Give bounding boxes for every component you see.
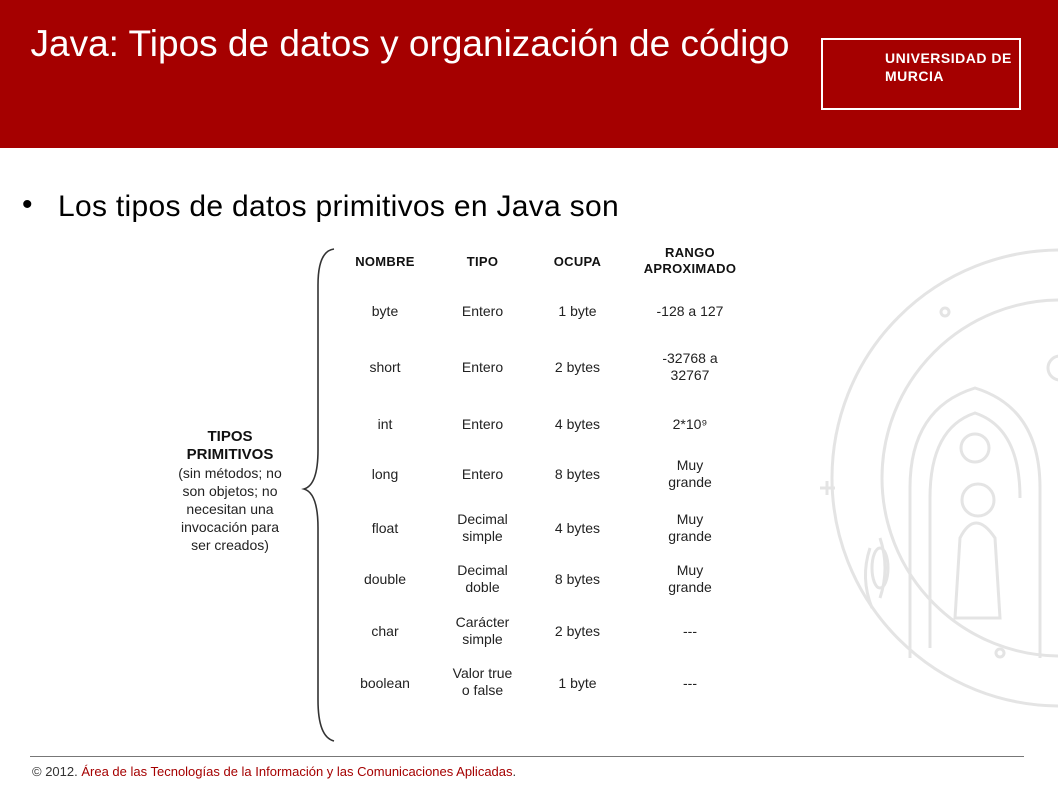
cell-rango-line: Muy bbox=[676, 457, 704, 473]
cell-rango-line: 32767 bbox=[670, 367, 710, 383]
cell-ocupa: 2 bytes bbox=[554, 359, 601, 375]
category-name-line-2: PRIMITIVOS bbox=[186, 446, 274, 463]
cell-rango: --- bbox=[683, 675, 697, 691]
slide-title: Java: Tipos de datos y organización de código bbox=[30, 23, 790, 64]
cell-tipo-line: Valor true bbox=[452, 665, 513, 681]
cell-rango: -128 a 127 bbox=[656, 303, 724, 319]
cell-rango bbox=[635, 562, 745, 596]
category-note-line: necesitan una bbox=[186, 501, 274, 517]
logo-line-1: UNIVERSIDAD DE bbox=[885, 50, 1012, 66]
column-header-rango-line-1: RANGO bbox=[665, 245, 715, 260]
cell-tipo-line: doble bbox=[465, 579, 500, 595]
cell-tipo bbox=[440, 511, 525, 545]
cell-ocupa: 4 bytes bbox=[554, 520, 601, 536]
cell-ocupa: 4 bytes bbox=[554, 416, 601, 432]
header-bar bbox=[0, 0, 1058, 148]
footer-text bbox=[32, 764, 516, 779]
cell-nombre: char bbox=[371, 623, 399, 639]
cell-tipo: Entero bbox=[461, 416, 504, 432]
cell-tipo-line: Decimal bbox=[457, 562, 508, 578]
cell-rango: --- bbox=[683, 623, 697, 639]
cell-tipo-line: Decimal bbox=[457, 511, 508, 527]
footer-suffix: . bbox=[512, 764, 517, 779]
cell-rango: 2*10⁹ bbox=[672, 416, 708, 432]
category-note-line: (sin métodos; no bbox=[178, 465, 282, 481]
cell-rango-line: Muy bbox=[676, 562, 704, 578]
column-header-rango-line-2: APROXIMADO bbox=[643, 261, 737, 276]
footer-prefix: © 2012. bbox=[32, 764, 82, 779]
cell-nombre: float bbox=[371, 520, 399, 536]
column-header-nombre: NOMBRE bbox=[355, 254, 415, 269]
cell-nombre: boolean bbox=[360, 675, 410, 691]
category-note-line: ser creados) bbox=[191, 537, 269, 553]
cell-tipo: Entero bbox=[461, 303, 504, 319]
cell-rango bbox=[635, 511, 745, 545]
column-header-rango bbox=[635, 245, 745, 277]
cell-rango-line: Muy bbox=[676, 511, 704, 527]
cell-nombre: byte bbox=[371, 303, 399, 319]
cell-rango-line: -32768 a bbox=[662, 350, 718, 366]
cell-ocupa: 1 byte bbox=[558, 675, 597, 691]
cell-tipo-line: Carácter bbox=[455, 614, 510, 630]
cell-ocupa: 1 byte bbox=[558, 303, 597, 319]
cell-tipo-line: o false bbox=[461, 682, 504, 698]
category-note-line: invocación para bbox=[180, 519, 280, 535]
bullet-text: Los tipos de datos primitivos en Java son bbox=[58, 190, 619, 223]
footer-area: Área de las Tecnologías de la Información y las Comunicaciones Aplicadas bbox=[81, 764, 513, 779]
university-seal-watermark bbox=[760, 238, 1058, 718]
cell-rango-line: grande bbox=[668, 579, 712, 595]
university-logo bbox=[821, 38, 1021, 110]
column-header-ocupa: OCUPA bbox=[553, 254, 602, 269]
category-label bbox=[150, 428, 310, 554]
cell-tipo-line: simple bbox=[462, 528, 503, 544]
bullet-dot: • bbox=[22, 188, 33, 221]
category-name-line-1: TIPOS bbox=[207, 428, 253, 445]
cell-ocupa: 2 bytes bbox=[554, 623, 601, 639]
cell-tipo-line: simple bbox=[462, 631, 503, 647]
cell-nombre: double bbox=[363, 571, 407, 587]
logo-line-2: MURCIA bbox=[885, 68, 944, 84]
cell-nombre: short bbox=[369, 359, 401, 375]
cell-rango bbox=[635, 350, 745, 384]
cell-tipo: Entero bbox=[461, 466, 504, 482]
cell-rango-line: grande bbox=[668, 474, 712, 490]
cell-ocupa: 8 bytes bbox=[554, 466, 601, 482]
column-header-tipo: TIPO bbox=[466, 254, 499, 269]
curly-brace bbox=[300, 245, 340, 745]
cell-tipo: Entero bbox=[461, 359, 504, 375]
cell-rango bbox=[635, 457, 745, 491]
cell-tipo bbox=[440, 614, 525, 648]
cell-rango-line: grande bbox=[668, 528, 712, 544]
category-note-line: son objetos; no bbox=[182, 483, 278, 499]
cell-nombre: long bbox=[371, 466, 399, 482]
cell-ocupa: 8 bytes bbox=[554, 571, 601, 587]
cell-tipo bbox=[440, 562, 525, 596]
cell-tipo bbox=[440, 665, 525, 699]
cell-nombre: int bbox=[377, 416, 393, 432]
footer-divider bbox=[30, 756, 1024, 757]
